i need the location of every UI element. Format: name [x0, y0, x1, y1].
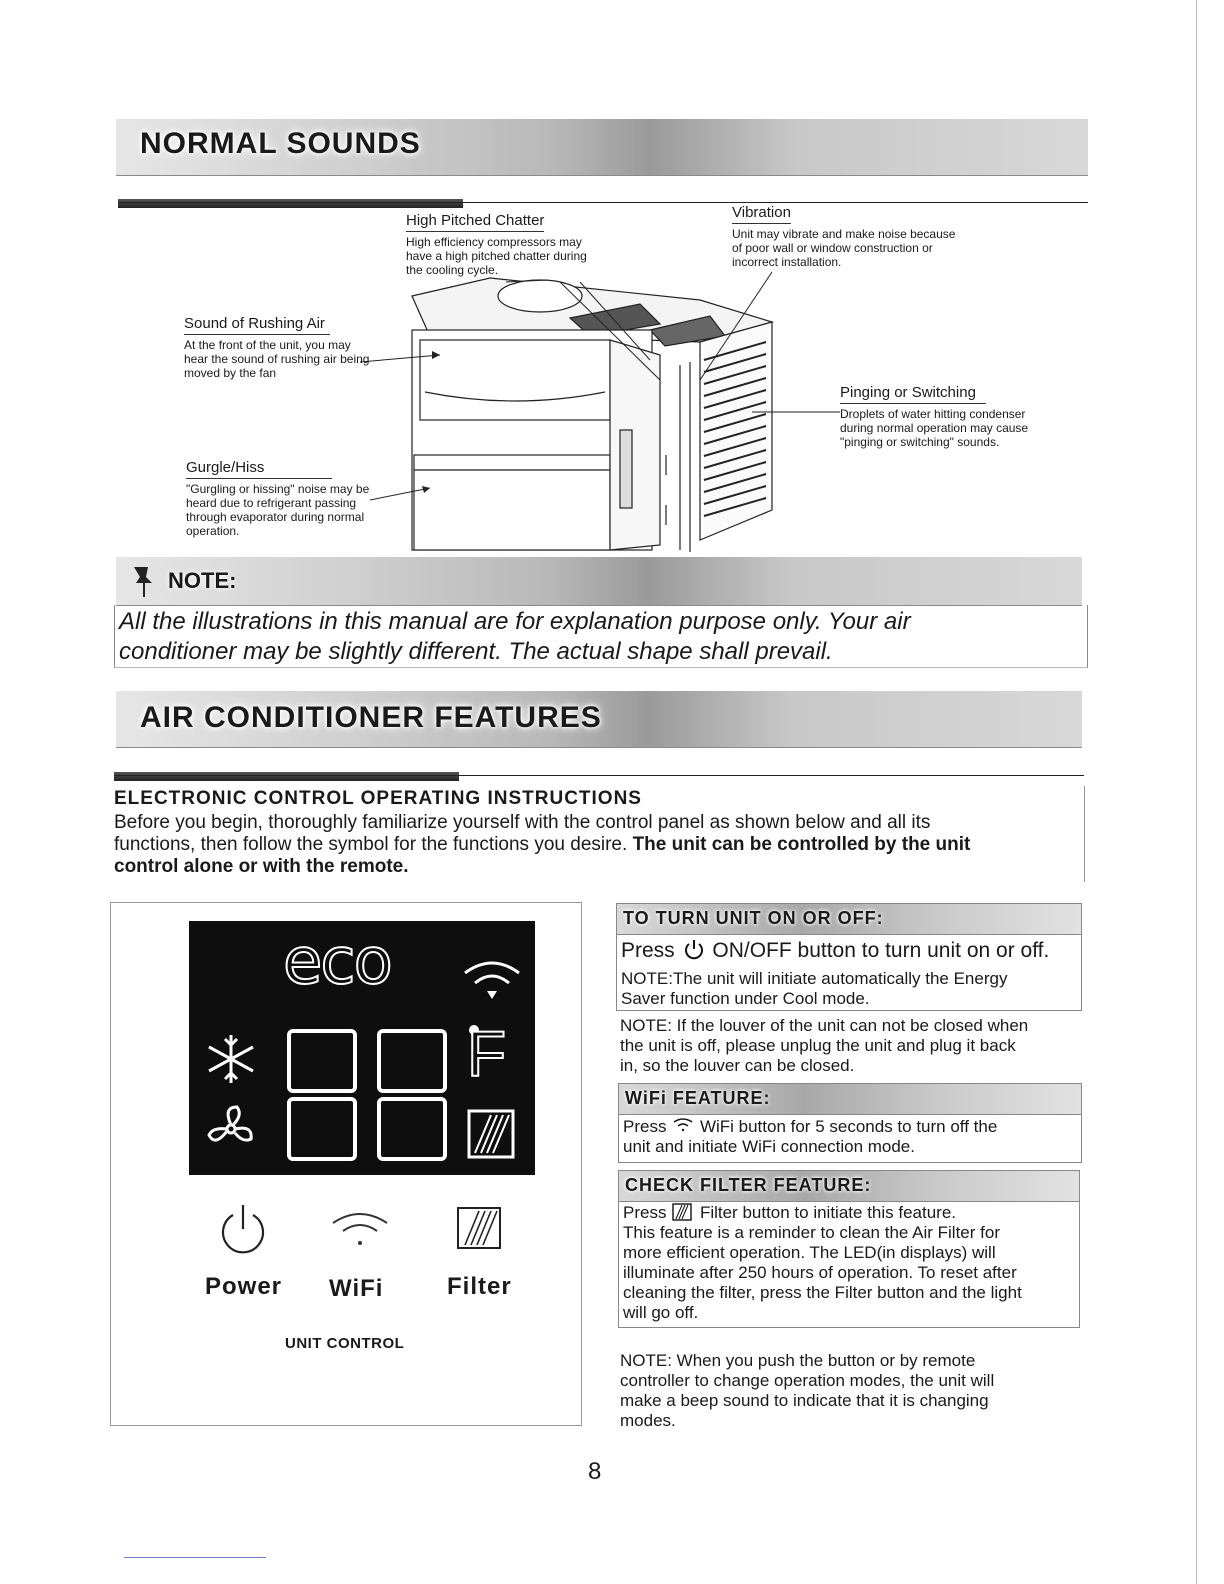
wifi-feature-line2: unit and initiate WiFi connection mode.	[623, 1137, 915, 1156]
footer-line	[124, 1557, 266, 1558]
filter-label: Filter	[447, 1273, 512, 1300]
intro-line-3: control alone or with the remote.	[114, 856, 409, 877]
turn-on-off-note1-line1: NOTE:The unit will initiate automatically the Energy	[621, 969, 1008, 988]
note-banner	[116, 557, 1082, 606]
filter-button[interactable]	[451, 1203, 511, 1253]
features-banner	[116, 691, 1082, 748]
wifi-icon	[325, 1205, 395, 1249]
intro-line-2-regular: functions, then follow the symbol for the functions you desire.	[114, 834, 633, 855]
air-conditioner-illustration	[0, 0, 1224, 600]
filter-feature-rest: Filter button to initiate this feature.	[699, 1203, 957, 1222]
beep-note-line3: make a beep sound to indicate that it is changing	[620, 1391, 989, 1410]
callout-body: At the front of the unit, you may hear the sound of rushing air being moved by the fan	[184, 338, 370, 380]
page-number: 8	[588, 1458, 602, 1485]
callout-body: Unit may vibrate and make noise because of poor wall or window construction or incorrect installation.	[732, 227, 956, 269]
beep-note	[620, 1351, 1080, 1431]
beep-note-line1: NOTE: When you push the button or by remote	[620, 1351, 976, 1370]
callout-title: Sound of Rushing Air	[184, 315, 330, 335]
filter-inline-icon	[671, 1203, 695, 1221]
power-inline-icon	[681, 938, 707, 960]
filter-feature-line6: will go off.	[623, 1303, 699, 1322]
filter-feature-line3: more efficient operation. The LED(in displays) will	[623, 1243, 996, 1262]
display-unit: F	[467, 1018, 507, 1090]
intro-line-2-bold: The unit can be controlled by the unit	[632, 834, 971, 855]
filter-feature-line4: illuminate after 250 hours of operation. To reset after	[623, 1263, 1017, 1282]
instructions-subtitle: ELECTRONIC CONTROL OPERATING INSTRUCTIONS	[114, 788, 642, 809]
filter-icon	[455, 1205, 505, 1253]
intro-line-1: Before you begin, thoroughly familiarize yourself with the control panel as shown below and all its	[114, 812, 931, 833]
louver-note-line2: the unit is off, please unplug the unit and plug it back	[620, 1036, 1016, 1055]
turn-on-off-box	[616, 934, 1082, 1011]
callout-title: Vibration	[732, 204, 791, 224]
power-label: Power	[205, 1273, 283, 1300]
display-fan-icon	[203, 1101, 259, 1157]
callout-body: High efficiency compressors may have a high pitched chatter during the cooling cycle.	[406, 235, 587, 277]
wifi-feature-box	[618, 1114, 1082, 1163]
unit-control-caption: UNIT CONTROL	[285, 1335, 405, 1352]
wifi-feature-header	[618, 1083, 1082, 1115]
features-intro-box	[110, 786, 1085, 882]
filter-feature-box	[618, 1201, 1080, 1328]
beep-note-line4: modes.	[620, 1411, 676, 1430]
louver-note-line1: NOTE: If the louver of the unit can not be closed when	[620, 1016, 1029, 1035]
filter-feature-header-text: CHECK FILTER FEATURE:	[625, 1175, 872, 1195]
led-display	[189, 921, 535, 1175]
callout-title: High Pitched Chatter	[406, 212, 544, 232]
wifi-feature-line1	[623, 1116, 997, 1137]
press-word: Press	[623, 1117, 667, 1136]
beep-note-line2: controller to change operation modes, the unit will	[620, 1371, 995, 1390]
note-title: NOTE:	[168, 568, 237, 593]
wifi-feature-header-text: WiFi FEATURE:	[625, 1088, 771, 1108]
turn-on-off-note1-line2: Saver function under Cool mode.	[621, 989, 870, 1008]
display-eco-text: eco	[283, 925, 391, 999]
wifi-feature-rest: WiFi button for 5 seconds to turn off the	[699, 1117, 998, 1136]
filter-feature-line1	[623, 1203, 956, 1223]
note-line-1: All the illustrations in this manual are for explanation purpose only. Your air	[119, 608, 911, 635]
louver-note-line3: in, so the louver can be closed.	[620, 1056, 855, 1075]
display-snowflake-icon	[203, 1031, 259, 1087]
callout-body: Droplets of water hitting condenser during normal operation may cause "pinging or switching" sounds.	[840, 407, 1029, 449]
note-line-2: conditioner may be slightly different. The actual shape shall prevail.	[119, 638, 833, 665]
note-box	[114, 605, 1088, 668]
intro-line-2	[114, 834, 970, 856]
callout-body: "Gurgling or hissing" noise may be heard due to refrigerant passing through evaporator during normal operation.	[186, 482, 370, 538]
wifi-label: WiFi	[329, 1275, 384, 1302]
normal-sounds-title: NORMAL SOUNDS	[140, 127, 421, 160]
section-rule-thin	[114, 775, 1084, 776]
filter-feature-header	[618, 1170, 1080, 1202]
louver-note	[620, 1016, 1090, 1076]
unit-control-panel	[110, 902, 582, 1426]
display-filter-icon	[465, 1107, 517, 1161]
power-button[interactable]	[203, 1201, 279, 1265]
wifi-inline-icon	[671, 1116, 695, 1132]
filter-feature-line2: This feature is a reminder to clean the Air Filter for	[623, 1223, 1000, 1242]
press-word: Press	[623, 1203, 667, 1222]
turn-on-off-header-text: TO TURN UNIT ON OR OFF:	[623, 908, 884, 928]
section-rule-thick	[114, 772, 459, 781]
wifi-button[interactable]	[321, 1203, 401, 1253]
turn-on-off-header	[616, 903, 1082, 935]
pushpin-icon	[126, 563, 162, 604]
press-rest: ON/OFF button to turn unit on or off.	[712, 939, 1050, 962]
press-word: Press	[621, 939, 675, 962]
turn-on-off-press-line	[621, 938, 1049, 963]
display-digits	[283, 1025, 453, 1165]
filter-feature-line5: cleaning the filter, press the Filter button and the light	[623, 1283, 1022, 1302]
power-icon	[213, 1201, 273, 1261]
display-wifi-icon	[457, 951, 527, 1011]
callout-title: Pinging or Switching	[840, 384, 986, 404]
features-title: AIR CONDITIONER FEATURES	[140, 701, 602, 734]
callout-title: Gurgle/Hiss	[186, 459, 332, 479]
